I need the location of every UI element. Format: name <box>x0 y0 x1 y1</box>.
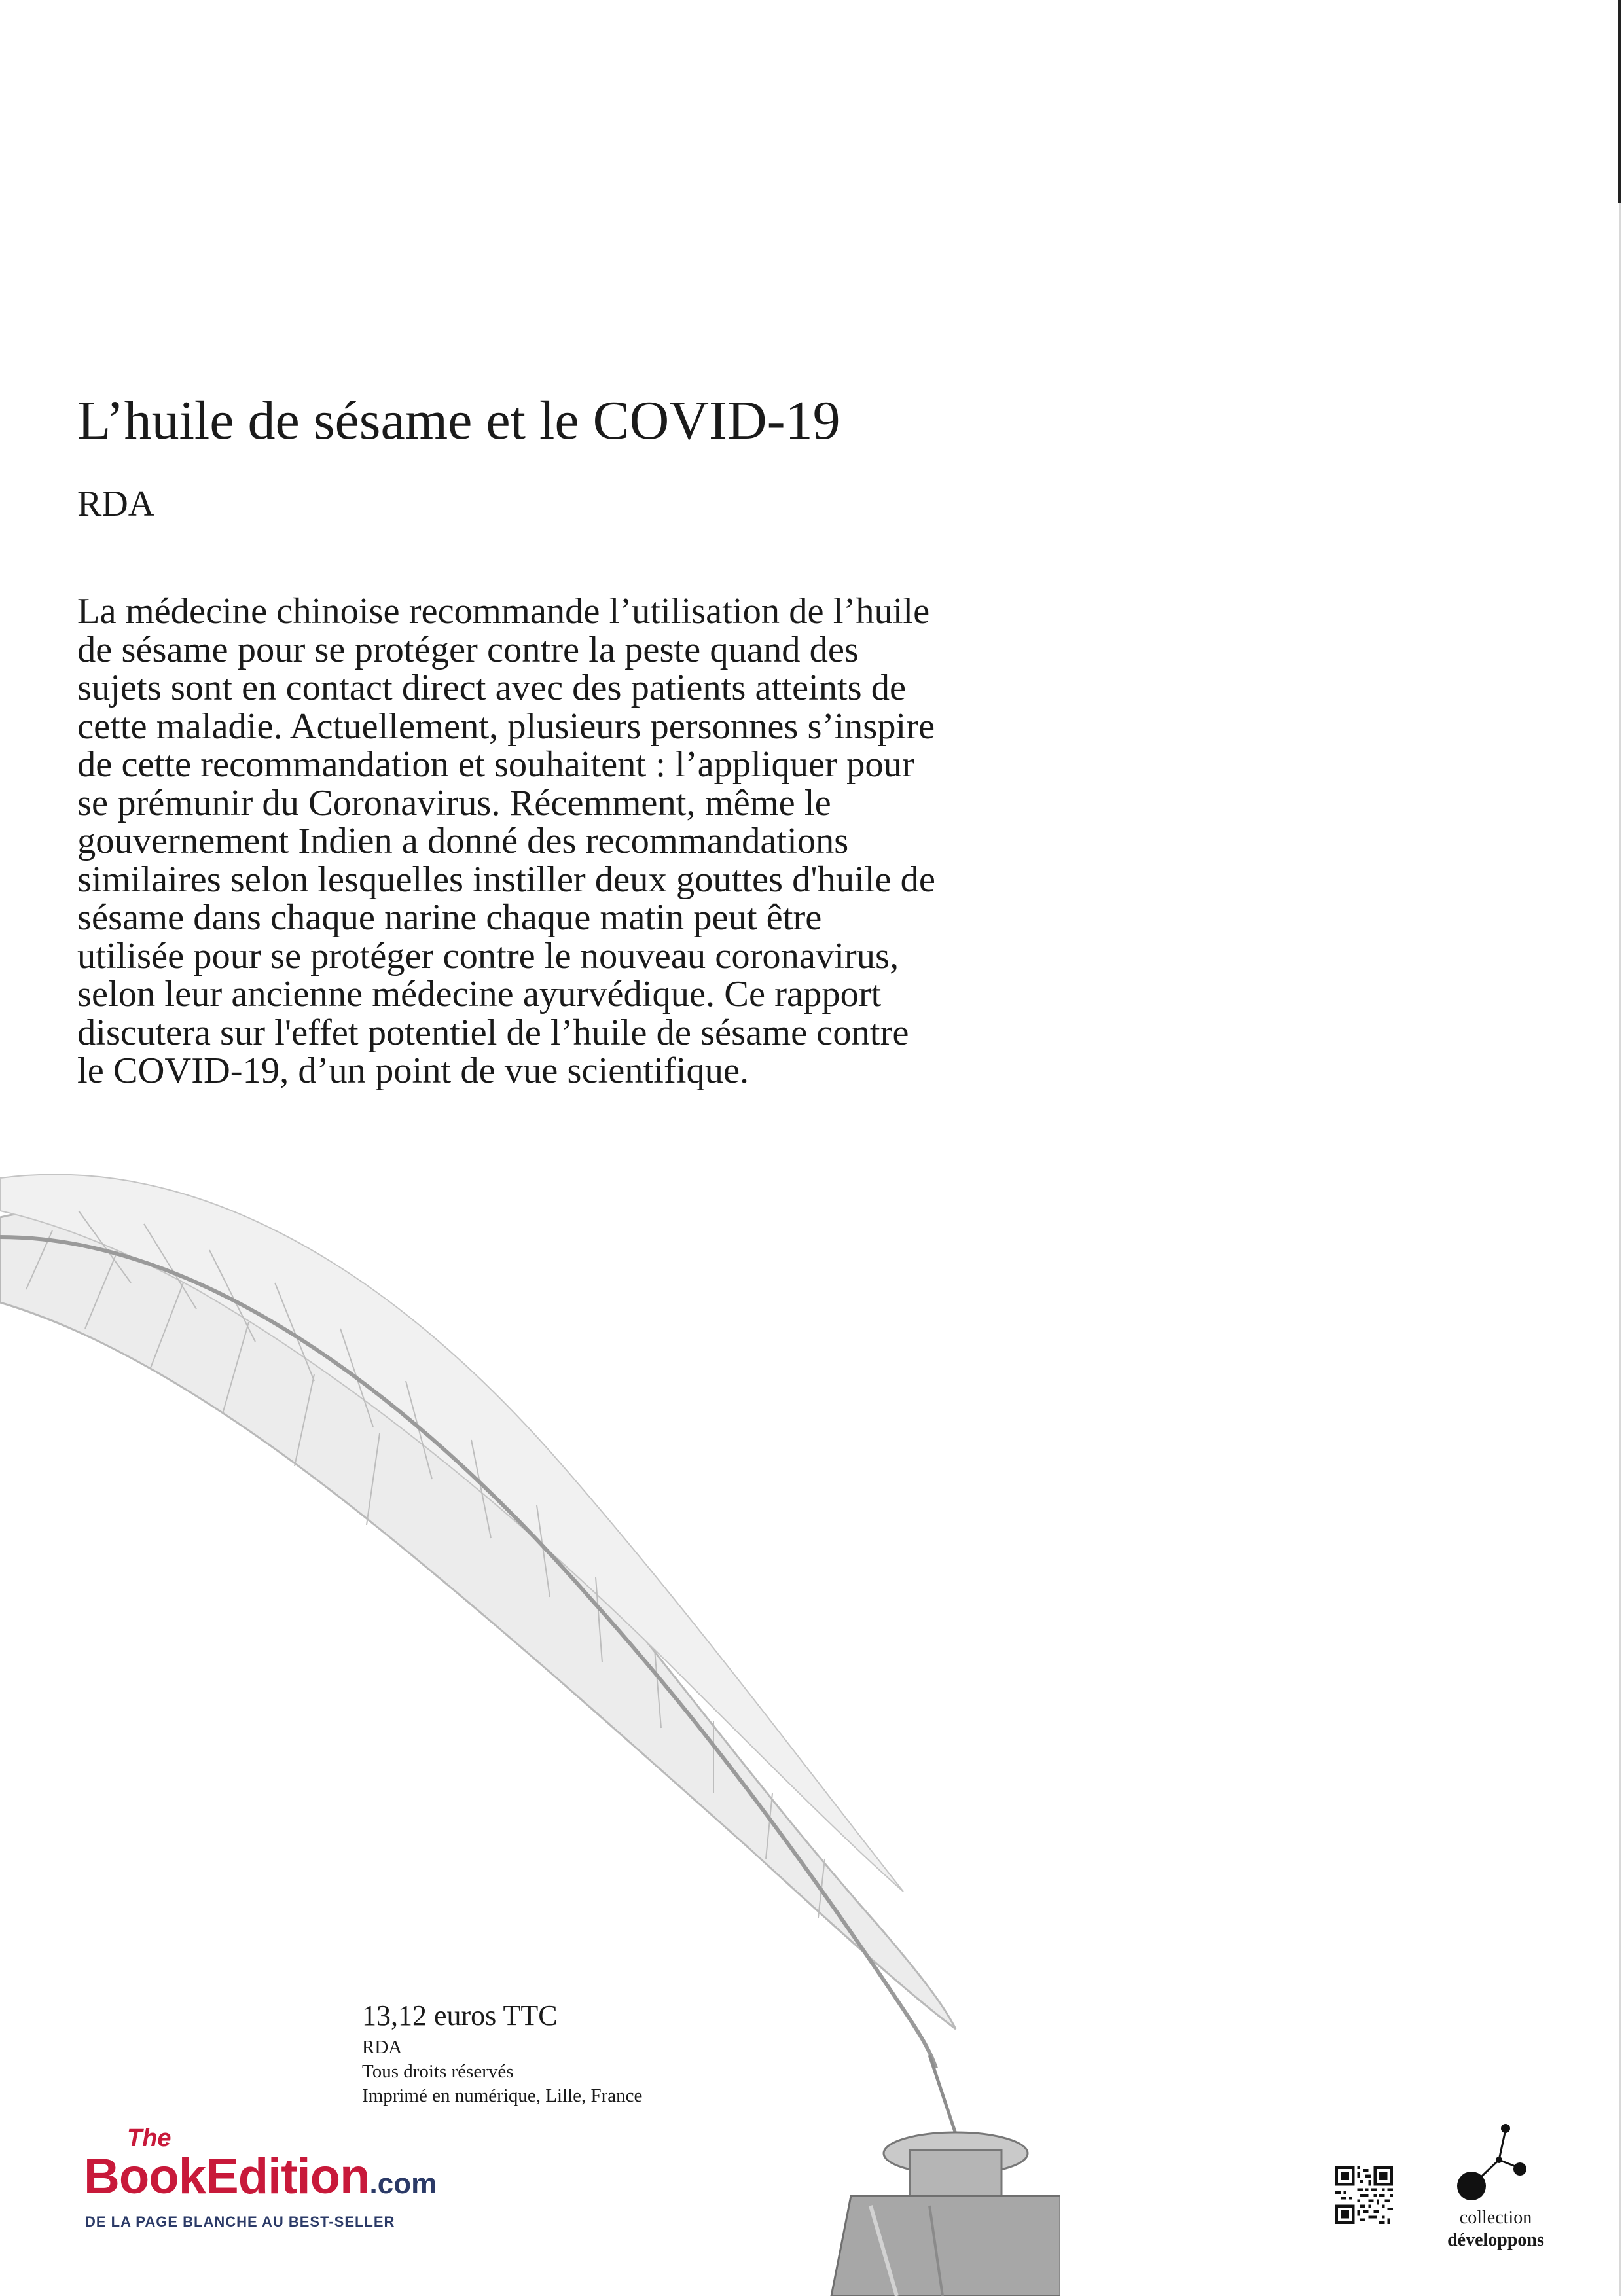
summary-line: similaires selon lesquelles instiller deux gouttes d'huile de <box>77 859 936 900</box>
summary-line: le COVID-19, d’un point de vue scientifique. <box>77 1050 749 1091</box>
collection-line2: développons <box>1447 2230 1544 2250</box>
summary-line: discutera sur l'effet potentiel de l’huile de sésame contre <box>77 1012 909 1053</box>
logo-tagline: DE LA PAGE BLANCHE AU BEST-SELLER <box>85 2214 395 2230</box>
molecule-icon <box>1420 2121 1571 2206</box>
summary-line: sujets sont en contact direct avec des patients atteints de <box>77 668 907 708</box>
summary-line: cette maladie. Actuellement, plusieurs personnes s’inspire <box>77 706 935 747</box>
inkwell-icon <box>831 2132 1060 2296</box>
summary-line: selon leur ancienne médecine ayurvédique. Ce rapport <box>77 974 882 1014</box>
summary-line: La médecine chinoise recommande l’utilisation de l’huile <box>77 591 930 632</box>
summary-line: de sésame pour se protéger contre la peste quand des <box>77 629 859 670</box>
book-title: L’huile de sésame et le COVID-19 <box>77 390 840 451</box>
summary-line: se prémunir du Coronavirus. Récemment, même le <box>77 782 831 823</box>
imprint-rights: Tous droits réservés <box>362 2061 514 2082</box>
qr-code-icon <box>1335 2166 1393 2224</box>
trim-edge-mark <box>1618 0 1621 203</box>
summary-line: utilisée pour se protéger contre le nouveau coronavirus, <box>77 935 899 977</box>
price: 13,12 euros TTC <box>362 2000 558 2032</box>
collection-line1: collection <box>1459 2208 1532 2228</box>
collection-logo <box>1420 2121 1571 2251</box>
summary-line: sésame dans chaque narine chaque matin peut être <box>77 897 822 938</box>
trim-edge-line <box>1619 0 1621 2296</box>
logo-domain: .com <box>369 2168 437 2200</box>
quill-and-inkwell-icon <box>0 1139 1060 2296</box>
summary-line: de cette recommandation et souhaitent : l’appliquer pour <box>77 744 914 785</box>
collection-label <box>1420 2207 1571 2251</box>
book-author: RDA <box>77 484 155 524</box>
logo-the: The <box>127 2125 171 2152</box>
logo-wordmark <box>84 2148 437 2205</box>
imprint-block <box>362 1996 642 2108</box>
imprint-printed: Imprimé en numérique, Lille, France <box>362 2085 643 2106</box>
imprint-author: RDA <box>362 2037 403 2058</box>
book-summary <box>77 592 1242 1090</box>
logo-name: BookEdition <box>84 2149 370 2204</box>
summary-line: gouvernement Indien a donné des recommandations <box>77 821 849 861</box>
publisher-logo <box>84 2125 477 2255</box>
